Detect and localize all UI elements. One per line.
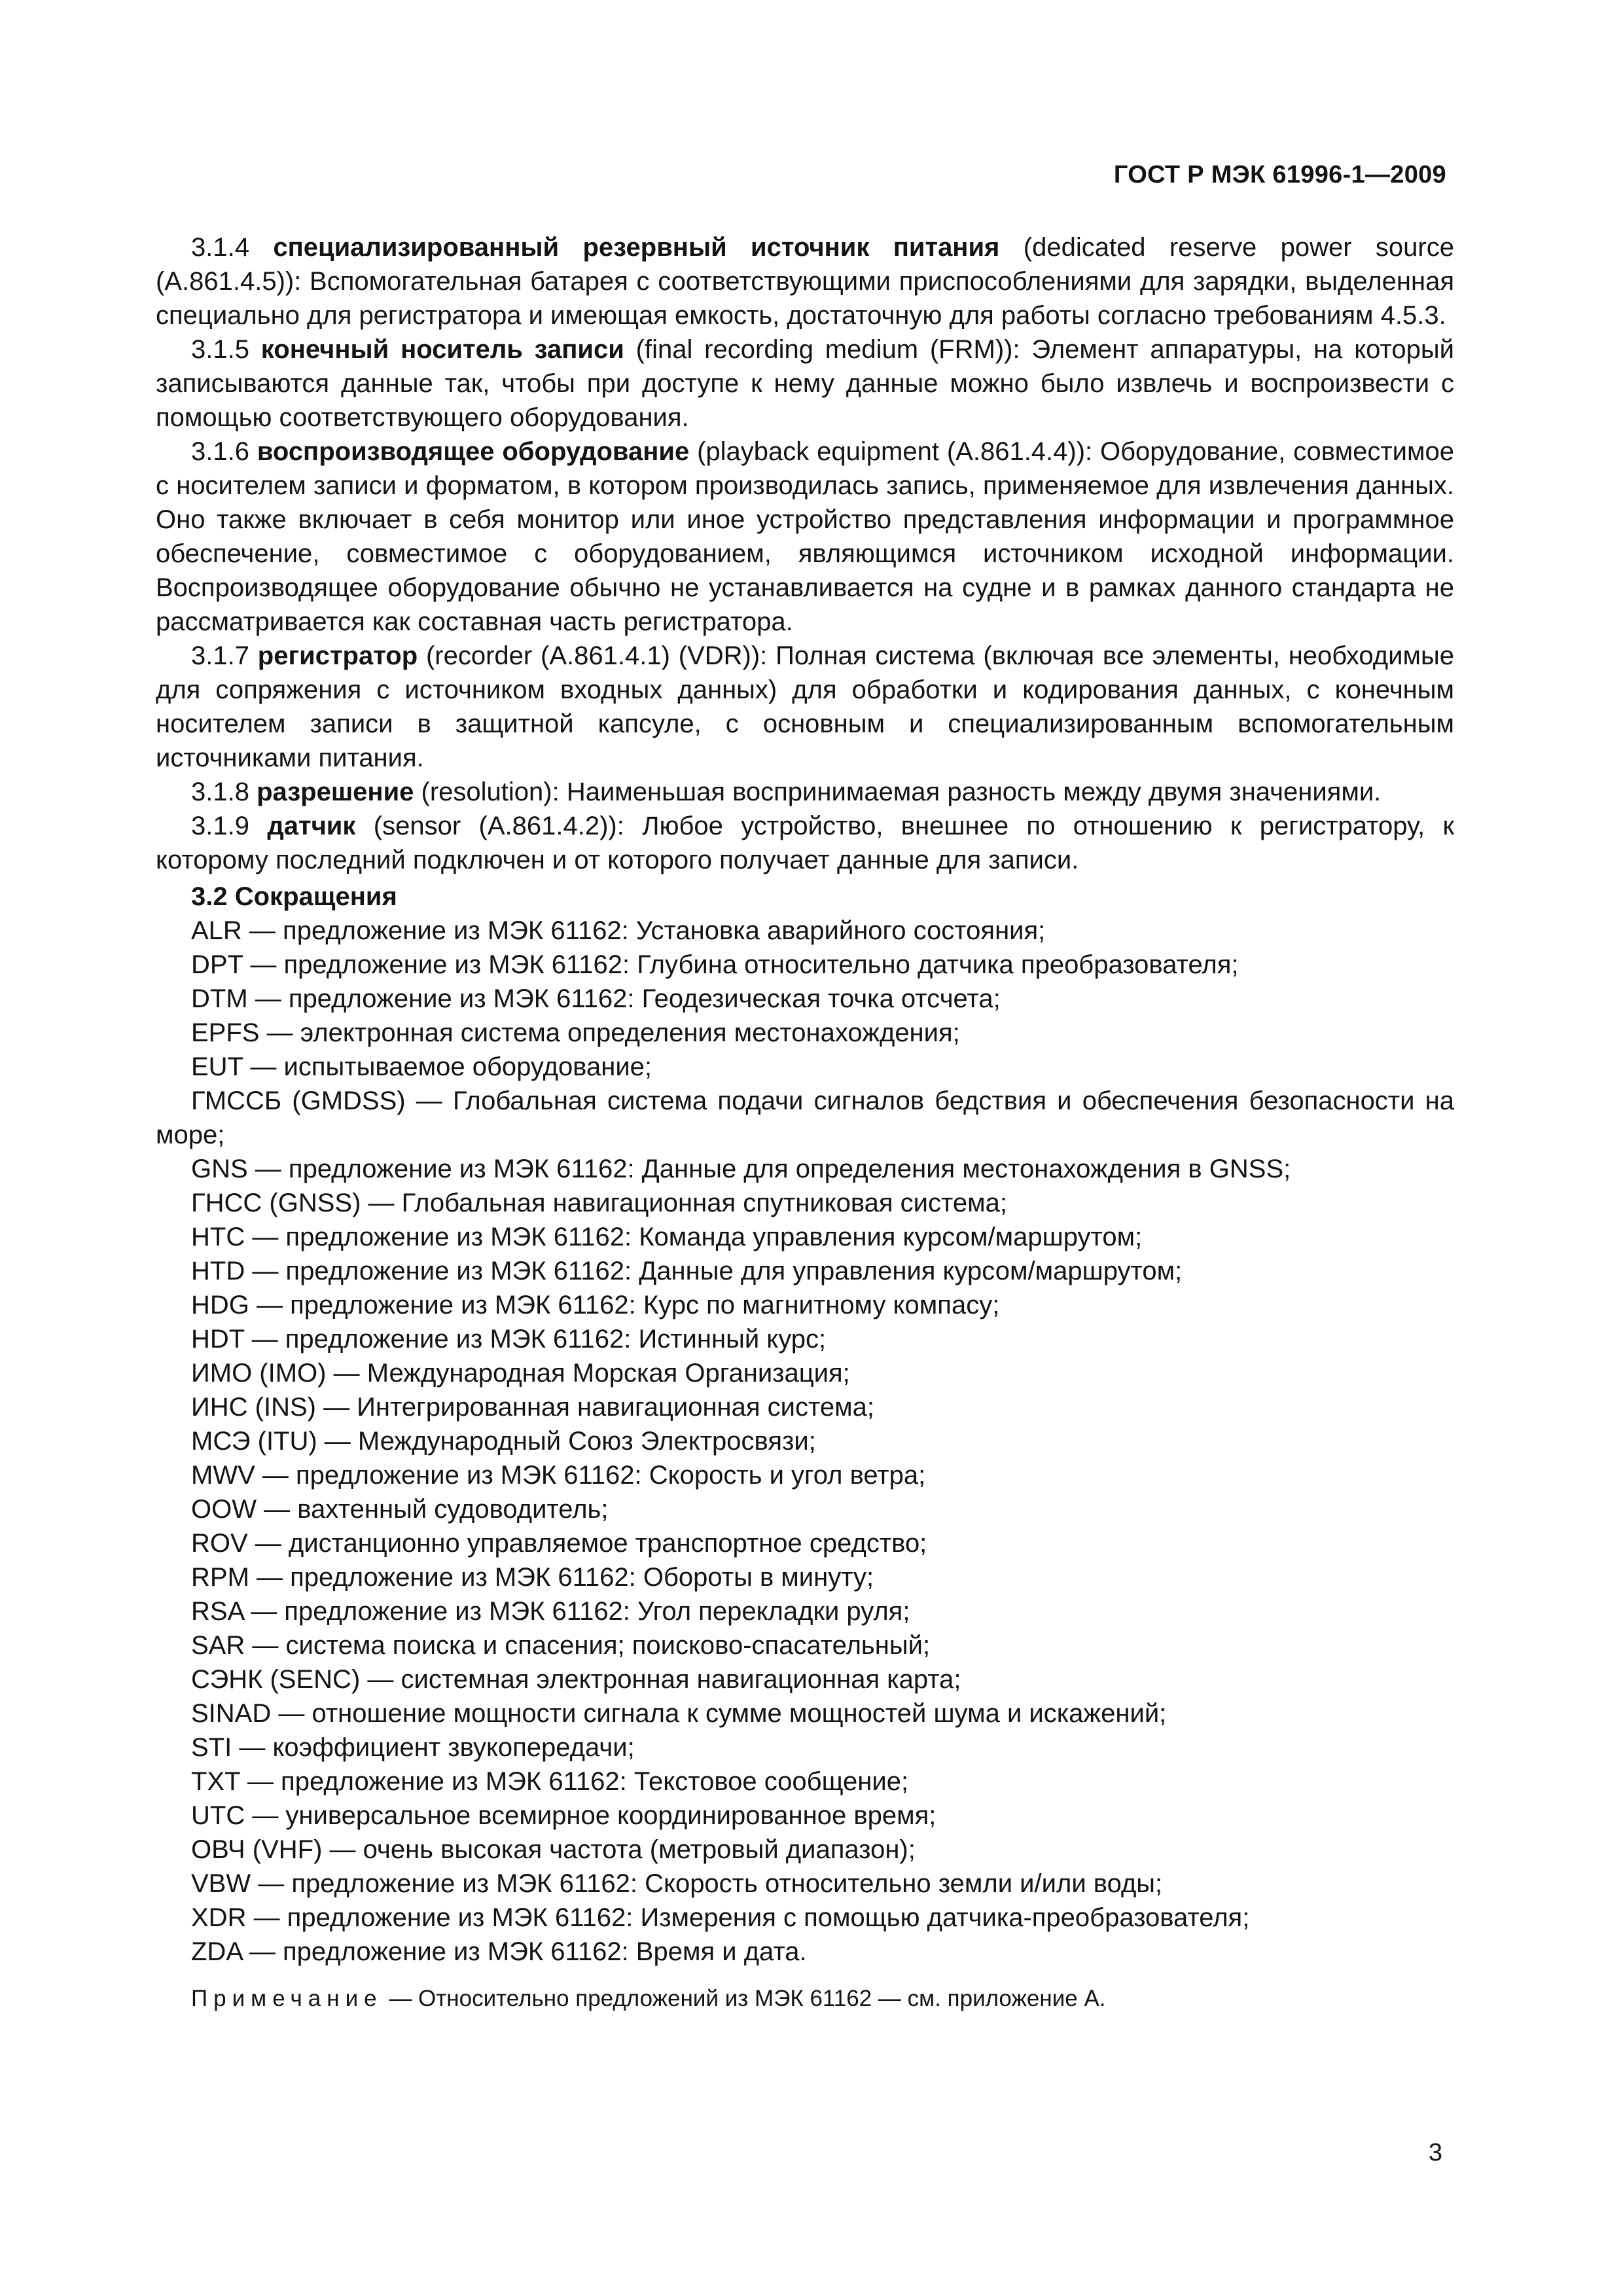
definition-term: регистратор — [257, 641, 418, 670]
definition-number: 3.1.5 — [191, 335, 249, 364]
abbreviation-item: СЭНК (SENC) — системная электронная навигационная карта; — [191, 1665, 961, 1694]
definition-text: (playback equipment (A.861.4.4)): Оборудование, совместимое с носителем записи и форматом, в котором производилась запись, применяемое для извлечения данных. Оно также включает в себя монитор или иное устройство представления информации и программное обеспечение, совместимое с оборудованием, являющимся источником исходной информации. Воспроизводящее оборудование обычно не устанавливается на судне и в рамках данного стандарта не рассматривается как составная часть регистратора. — [156, 437, 1454, 636]
abbreviation-item: HDG — предложение из МЭК 61162: Курс по магнитному компасу; — [191, 1291, 1000, 1319]
definition-text: (sensor (A.861.4.2)): Любое устройство, внешнее по отношению к регистратору, к которому последний подключен и от которого получает данные для записи. — [156, 812, 1454, 874]
abbreviation-item: MWV — предложение из МЭК 61162: Скорость и угол ветра; — [191, 1461, 926, 1490]
definition-text: (recorder (A.861.4.1) (VDR)): Полная система (включая все элементы, необходимые для сопряжения с источником входных данных) для обработки и кодирования данных, с конечным носителем записи в защитной капсуле, с основным и специализированным вспомогательным источниками питания. — [156, 641, 1454, 772]
abbreviation-item: ALR — предложение из МЭК 61162: Установка аварийного состояния; — [191, 916, 1046, 945]
definition-term: специализированный резервный источник питания — [273, 233, 1000, 262]
definition-number: 3.1.9 — [191, 812, 249, 840]
section-title: Сокращения — [234, 882, 397, 911]
definition-3-1-6 — [156, 435, 1454, 639]
abbreviation-item: GNS — предложение из МЭК 61162: Данные для определения местонахождения в GNSS; — [191, 1155, 1291, 1183]
abbreviation-item: TXT — предложение из МЭК 61162: Текстовое сообщение; — [191, 1767, 909, 1796]
section-number: 3.2 — [191, 882, 228, 911]
abbreviation-item: ОВЧ (VHF) — очень высокая частота (метровый диапазон); — [191, 1835, 916, 1864]
definition-3-1-8 — [156, 775, 1454, 809]
abbreviation-item: EPFS — электронная система определения местонахождения; — [191, 1018, 960, 1047]
definition-3-1-4 — [156, 230, 1454, 332]
definition-term: датчик — [267, 812, 356, 840]
definition-number: 3.1.8 — [191, 778, 249, 806]
abbreviation-item: EUT — испытываемое оборудование; — [191, 1052, 652, 1081]
abbreviation-item: SAR — система поиска и спасения; поисково-спасательный; — [191, 1631, 931, 1660]
note-label: Примечание — [191, 1986, 383, 2011]
abbreviation-item: ИНС (INS) — Интегрированная навигационная система; — [191, 1393, 874, 1422]
abbreviation-item: STI — коэффициент звукопередачи; — [191, 1733, 635, 1762]
abbreviation-item: UTC — универсальное всемирное координированное время; — [191, 1801, 936, 1830]
definition-number: 3.1.4 — [191, 233, 249, 262]
abbreviation-item: VBW — предложение из МЭК 61162: Скорость относительно земли и/или воды; — [191, 1869, 1163, 1898]
abbreviation-item: ИМО (IMO) — Международная Морская Организация; — [191, 1359, 850, 1388]
abbreviation-item: HDT — предложение из МЭК 61162: Истинный курс; — [191, 1325, 827, 1354]
abbreviation-item: ROV — дистанционно управляемое транспортное средство; — [191, 1529, 927, 1558]
definition-text: (resolution): Наименьшая воспринимаемая разность между двумя значениями. — [414, 778, 1382, 806]
page-content — [156, 230, 1454, 2015]
abbreviation-item: XDR — предложение из МЭК 61162: Измерения с помощью датчика-преобразователя; — [191, 1903, 1250, 1932]
definition-number: 3.1.7 — [191, 641, 249, 670]
definition-3-1-5 — [156, 332, 1454, 435]
page-header-standard-code: ГОСТ Р МЭК 61996-1—2009 — [1113, 161, 1446, 188]
abbreviation-item: ГМССБ (GMDSS) — Глобальная система подачи сигналов бедствия и обеспечения безопасности на море; — [156, 1086, 1454, 1149]
section-heading — [156, 880, 1454, 914]
abbreviation-item: МСЭ (ITU) — Международный Союз Электросвязи; — [191, 1427, 816, 1456]
abbreviation-item: DTM — предложение из МЭК 61162: Геодезическая точка отсчета; — [191, 984, 1001, 1013]
definition-text: (final recording medium (FRM)): Элемент аппаратуры, на который записываются данные так, чтобы при доступе к нему данные можно было извлечь и воспроизвести с помощью соответствующего оборудования. — [156, 335, 1454, 432]
abbreviation-item: HTD — предложение из МЭК 61162: Данные для управления курсом/маршрутом; — [191, 1257, 1183, 1285]
definition-3-1-9 — [156, 809, 1454, 877]
abbreviation-item: OOW — вахтенный судоводитель; — [191, 1495, 609, 1524]
abbreviation-item: ZDA — предложение из МЭК 61162: Время и дата. — [191, 1937, 807, 1966]
definition-term: конечный носитель записи — [260, 335, 624, 364]
abbreviation-item: ГНСС (GNSS) — Глобальная навигационная спутниковая система; — [191, 1189, 1007, 1217]
note — [156, 1983, 1454, 2015]
definition-3-1-7 — [156, 639, 1454, 775]
abbreviation-item: HTC — предложение из МЭК 61162: Команда управления курсом/маршрутом; — [191, 1223, 1143, 1251]
definition-number: 3.1.6 — [191, 437, 249, 466]
definition-term: воспроизводящее оборудование — [257, 437, 690, 466]
note-text: — Относительно предложений из МЭК 61162 — см. приложение А. — [382, 1986, 1106, 2011]
definition-text: (dedicated reserve power source (A.861.4.5)): Вспомогательная батарея с соответствующими приспособлениями для зарядки, выделенная специально для регистратора и имеющая емкость, достаточную для работы согласно требованиям 4.5.3. — [156, 233, 1454, 330]
abbreviation-item: SINAD — отношение мощности сигнала к сумме мощностей шума и искажений; — [191, 1699, 1167, 1728]
abbreviation-item: RSA — предложение из МЭК 61162: Угол перекладки руля; — [191, 1597, 910, 1626]
page-number: 3 — [1428, 2139, 1442, 2166]
abbreviation-item: RPM — предложение из МЭК 61162: Обороты в минуту; — [191, 1563, 874, 1592]
definition-term: разрешение — [257, 778, 414, 806]
abbreviation-item: DPT — предложение из МЭК 61162: Глубина относительно датчика преобразователя; — [191, 950, 1239, 979]
